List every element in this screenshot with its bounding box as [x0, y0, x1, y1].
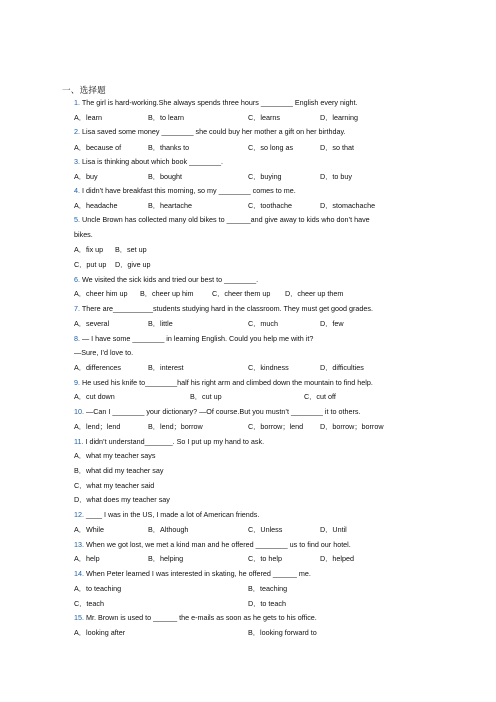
- question-text: Lisa saved some money ________ she could buy her mother a gift on her birthday.: [82, 127, 346, 136]
- question-text: The girl is hard-working.She always spends three hours ________ English every night.: [81, 98, 358, 107]
- option-b: B．set up: [115, 245, 147, 254]
- option-b: B．cut up: [190, 392, 222, 401]
- question-number: 10.: [74, 407, 84, 416]
- option-a: A．learn: [74, 113, 102, 122]
- question-text: I didn’t have breakfast this morning, so my ________ comes to me.: [82, 186, 296, 195]
- option-a: A．several: [74, 319, 110, 328]
- option-c: C．so long as: [248, 143, 294, 152]
- option-d: D．to teach: [248, 599, 286, 608]
- question-text: Mr. Brown is used to ______ the e-mails as soon as he gets to his office.: [86, 613, 317, 622]
- option-a: A．buy: [74, 172, 98, 181]
- question-number: 14.: [74, 569, 84, 578]
- option-d: D．to buy: [320, 172, 352, 181]
- option-c: C．cheer them up: [212, 289, 271, 298]
- question-number: 11.: [74, 437, 84, 446]
- option-d: D．borrow；borrow: [320, 422, 384, 431]
- option-b: B．teaching: [248, 584, 288, 593]
- question-number: 1.: [74, 98, 80, 107]
- question-10: [74, 407, 360, 416]
- option-b: B．helping: [148, 554, 184, 563]
- question-15: [74, 613, 317, 622]
- question-text: When we got lost, we met a kind man and he offered ________ us to find our hotel.: [86, 540, 351, 549]
- option-c: C．Unless: [248, 525, 283, 534]
- option-c: C．buying: [248, 172, 282, 181]
- option-b: B．interest: [148, 363, 184, 372]
- question-6: [74, 275, 258, 284]
- option-b: B．little: [148, 319, 173, 328]
- question-11: [74, 437, 264, 446]
- question-text: Uncle Brown has collected many old bikes to ______and give away to kids who don’t have: [82, 215, 370, 224]
- option-a: A．cut down: [74, 392, 115, 401]
- option-d: D．give up: [115, 260, 151, 269]
- option-b: B．lend；borrow: [148, 422, 203, 431]
- question-7: [74, 304, 373, 313]
- question-text: I didn’t understand_______. So I put up my hand to ask.: [85, 437, 265, 446]
- question-text-continued: bikes.: [74, 230, 93, 239]
- option-c: C．what my teacher said: [74, 481, 155, 490]
- option-d: D．what does my teacher say: [74, 495, 170, 504]
- question-8: [74, 334, 313, 343]
- option-d: D．few: [320, 319, 344, 328]
- option-c: C．teach: [74, 599, 104, 608]
- question-number: 4.: [74, 186, 80, 195]
- option-a: A．headache: [74, 201, 118, 210]
- option-a: A．While: [74, 525, 104, 534]
- option-a: A．because of: [74, 143, 122, 152]
- question-number: 12.: [74, 510, 84, 519]
- option-a: A．looking after: [74, 628, 126, 637]
- option-c: C．toothache: [248, 201, 292, 210]
- option-c: C．learns: [248, 113, 280, 122]
- question-5: [74, 215, 370, 224]
- option-a: A．lend；lend: [74, 422, 121, 431]
- question-text: —Can I ________ your dictionary? —Of course.But you mustn’t ________ it to others.: [86, 407, 361, 416]
- question-text: He used his knife to________half his right arm and climbed down the mountain to find help.: [82, 378, 373, 387]
- option-c: C．much: [248, 319, 278, 328]
- option-a: A．to teaching: [74, 584, 122, 593]
- question-4: [74, 186, 296, 195]
- option-a: A．what my teacher says: [74, 451, 156, 460]
- question-number: 2.: [74, 127, 80, 136]
- option-a: A．help: [74, 554, 100, 563]
- question-1: [74, 98, 358, 107]
- question-number: 8.: [74, 334, 80, 343]
- question-3: [74, 157, 223, 166]
- question-text: There are__________students studying hard in the classroom. They must get good grades.: [81, 304, 374, 313]
- question-number: 7.: [74, 304, 80, 313]
- option-b: B．what did my teacher say: [74, 466, 164, 475]
- question-number: 6.: [74, 275, 80, 284]
- option-d: D．difficulties: [320, 363, 364, 372]
- option-c: C．cut off: [304, 392, 336, 401]
- option-a: A．differences: [74, 363, 122, 372]
- question-number: 5.: [74, 215, 80, 224]
- section-title: 一、选择题: [62, 85, 106, 95]
- option-d: D．cheer up them: [285, 289, 344, 298]
- option-b: B．Although: [148, 525, 189, 534]
- option-c: C．borrow；lend: [248, 422, 304, 431]
- question-text: Lisa is thinking about which book ________.: [82, 157, 224, 166]
- option-d: D．stomachache: [320, 201, 376, 210]
- option-c: C．to help: [248, 554, 282, 563]
- option-c: C．kindness: [248, 363, 289, 372]
- option-d: D．helped: [320, 554, 354, 563]
- question-13: [74, 540, 351, 549]
- question-14: [74, 569, 311, 578]
- option-b: B．cheer up him: [140, 289, 194, 298]
- question-text: We visited the sick kids and tried our best to ________.: [82, 275, 259, 284]
- option-b: B．to learn: [148, 113, 184, 122]
- option-d: D．so that: [320, 143, 354, 152]
- question-number: 9.: [74, 378, 80, 387]
- option-a: A．cheer him up: [74, 289, 128, 298]
- option-b: B．thanks to: [148, 143, 190, 152]
- question-text: When Peter learned I was interested in skating, he offered ______ me.: [86, 569, 311, 578]
- option-d: D．learning: [320, 113, 358, 122]
- question-12: [74, 510, 259, 519]
- option-a: A．fix up: [74, 245, 104, 254]
- option-b: B．heartache: [148, 201, 192, 210]
- question-number: 3.: [74, 157, 80, 166]
- option-b: B．looking forward to: [248, 628, 317, 637]
- question-text-continued: —Sure, I’d love to.: [74, 348, 134, 357]
- option-c: C．put up: [74, 260, 107, 269]
- option-d: D．Until: [320, 525, 347, 534]
- question-2: [74, 127, 346, 136]
- question-number: 13.: [74, 540, 84, 549]
- question-text: — I have some ________ in learning English. Could you help me with it?: [82, 334, 314, 343]
- question-9: [74, 378, 373, 387]
- question-text: ____ I was in the US, I made a lot of American friends.: [86, 510, 260, 519]
- question-number: 15.: [74, 613, 84, 622]
- option-b: B．bought: [148, 172, 182, 181]
